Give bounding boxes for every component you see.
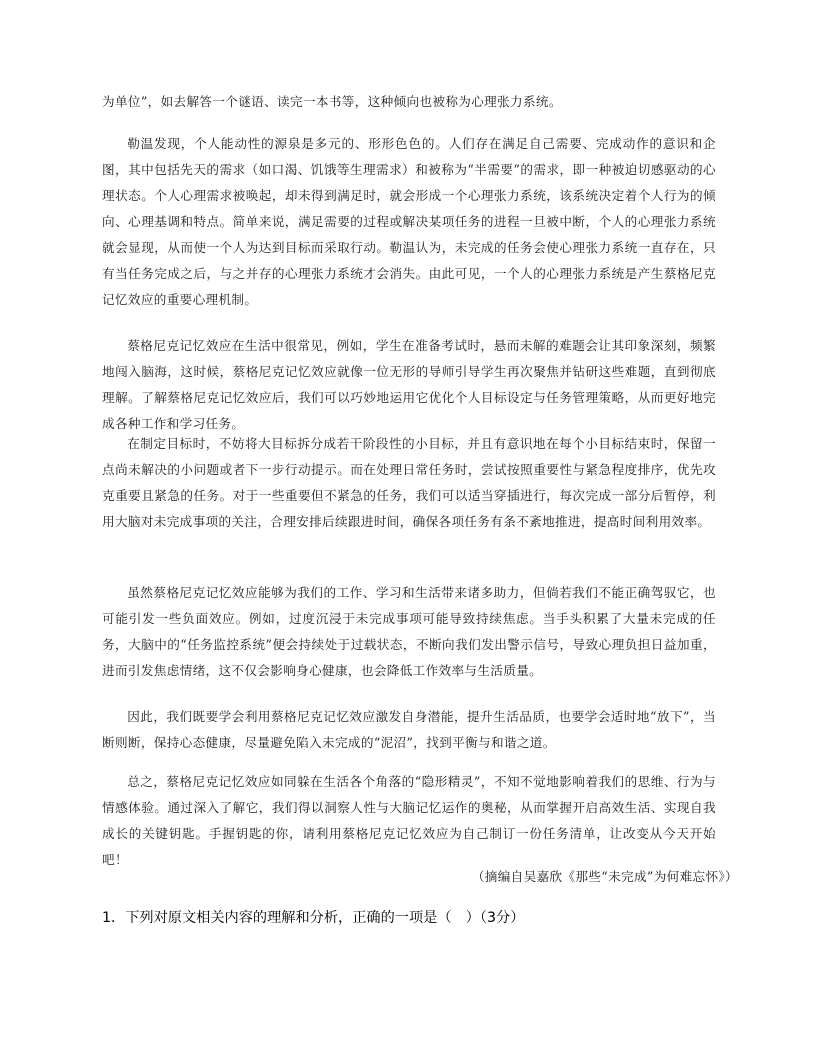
- passage-paragraph-5: [102, 580, 716, 684]
- passage-paragraph-6: [102, 704, 716, 756]
- paragraph-text: 为单位”，如去解答一个谜语、读完一本书等，这种倾向也被称为心理张力系统。: [102, 94, 562, 109]
- source-citation: （摘编自吴嘉欣《那些“未完成”为何难忘怀》）: [471, 869, 738, 884]
- paragraph-text: 在制定目标时，不妨将大目标拆分成若干阶段性的小目标，并且有意识地在每个小目标结束时，保留一点尚未解决的小问题或者下一步行动提示。而在处理日常任务时，尝试按照重要性与紧急程度排序，优先攻克重要且紧急的任务。对于一些重要但不紧急的任务，我们可以适当穿插进行，每次完成一部分后暂停，利用大脑对未完成事项的关注，合理安排后续跟进时间，确保各项任务有条不紊地推进，提高时间利用效率。: [102, 436, 716, 529]
- paragraph-text: 虽然蔡格尼克记忆效应能够为我们的工作、学习和生活带来诸多助力，但倘若我们不能正确驾驭它，也可能引发一些负面效应。例如，过度沉浸于未完成事项可能导致持续焦虑。当手头积累了大量未完成的任务，大脑中的“任务监控系统”便会持续处于过载状态，不断向我们发出警示信号，导致心理负担日益加重，进而引发焦虑情绪，这不仅会影响身心健康，也会降低工作效率与生活质量。: [102, 585, 716, 678]
- passage-paragraph-2: [102, 131, 716, 313]
- paragraph-text: 总之，蔡格尼克记忆效应如同躲在生活各个角落的“隐形精灵”，不知不觉地影响着我们的思维、行为与情感体验。通过深入了解它，我们得以洞察人性与大脑记忆运作的奥秘，从而掌握开启高效生活、实现自我成长的关键钥匙。手握钥匙的你，请利用蔡格尼克记忆效应为自己制订一份任务清单，让改变从今天开始吧！: [102, 774, 716, 867]
- passage-paragraph-3: [102, 333, 716, 437]
- paragraph-text: 因此，我们既要学会利用蔡格尼克记忆效应激发自身潜能，提升生活品质，也要学会适时地“放下”，当断则断，保持心态健康，尽量避免陷入未完成的“泥沼”，找到平衡与和谐之道。: [102, 709, 716, 750]
- passage-paragraph-4: [102, 431, 716, 535]
- passage-paragraph-7: [102, 769, 716, 873]
- passage-paragraph-1: [102, 89, 716, 115]
- paragraph-text: 蔡格尼克记忆效应在生活中很常见，例如，学生在准备考试时，悬而未解的难题会让其印象深刻，频繁地闯入脑海，这时候，蔡格尼克记忆效应就像一位无形的导师引导学生再次聚焦并钻研这些难题，直到彻底理解。了解蔡格尼克记忆效应后，我们可以巧妙地运用它优化个人目标设定与任务管理策略，从而更好地完成各种工作和学习任务。: [102, 338, 716, 431]
- question-1: 1．下列对原文相关内容的理解和分析，正确的一项是（ ）（3分）: [102, 910, 525, 926]
- paragraph-text: 勒温发现，个人能动性的源泉是多元的、形形色色的。人们存在满足自己需要、完成动作的意识和企图，其中包括先天的需求（如口渴、饥饿等生理需求）和被称为“半需要”的需求，即一种被迫切感驱动的心理状态。个人心理需求被唤起，却未得到满足时，就会形成一个心理张力系统，该系统决定着个人行为的倾向、心理基调和特点。简单来说，满足需要的过程或解决某项任务的进程一旦被中断，个人的心理张力系统就会显现，从而使一个人为达到目标而采取行动。勒温认为，未完成的任务会使心理张力系统一直存在，只有当任务完成之后，与之并存的心理张力系统才会消失。由此可见，一个人的心理张力系统是产生蔡格尼克记忆效应的重要心理机制。: [102, 136, 716, 307]
